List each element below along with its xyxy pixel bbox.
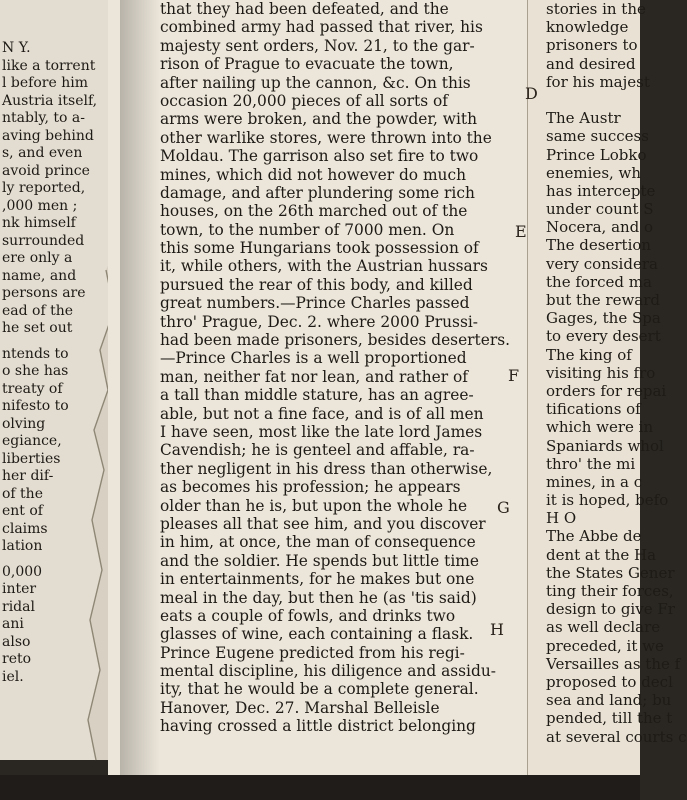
text-line: a tall than middle stature, has an agree- [160,386,474,405]
text-line: Cavendish; he is genteel and affable, ra- [160,441,475,460]
text-line: of the [2,485,43,502]
text-line: her dif- [2,468,54,484]
margin-letter-d: D [525,84,538,103]
text-line: to every desert [546,327,661,346]
text-line: ther negligent in his dress than otherwise, [160,459,493,478]
text-line: ent of [2,503,43,519]
text-line: and desired [546,54,636,73]
text-line: majesty sent orders, Nov. 21, to the gar- [160,36,475,55]
text-line: olving [2,415,46,432]
text-line: able, but not a fine face, and is of all men [160,404,484,423]
text-line: at several courts c [546,727,687,746]
text-line: eats a couple of fowls, and drinks two [160,606,456,625]
text-line: tifications of [546,400,641,419]
text-line: mines, which did not however do much [160,165,466,184]
text-line: Gages, the Spa [546,309,661,328]
text-line: great numbers.—Prince Charles passed [160,294,470,313]
table-edge [0,775,640,800]
text-line: proposed to decl [546,672,673,691]
text-line: preceded, it we [546,636,664,655]
text-line: ly reported, [2,180,86,196]
text-line: has intercepte [546,181,656,200]
text-line: other warlike stores, were thrown into the [160,128,492,147]
text-line: ntends to [2,345,69,362]
margin-letter-g: G [497,498,510,517]
text-line: arms were broken, and the powder, with [160,110,477,129]
text-line: Nocera, and o [546,218,654,237]
text-line: occasion 20,000 pieces of all sorts of [160,91,448,110]
text-line: aving behind [2,127,94,144]
text-line: Prince Lobko [546,145,647,164]
text-line: glasses of wine, each containing a flask. [160,625,474,644]
text-line: houses, on the 26th marched out of the [160,202,468,221]
text-line: this some Hungarians took possession of [160,239,479,258]
text-line: persons are [2,285,86,301]
text-line: The king of [546,345,632,364]
text-line: surrounded [2,232,85,249]
text-line: N Y. [2,40,31,56]
right-column-text [546,0,687,746]
text-line: lation [2,538,43,554]
text-line: thro' Prague, Dec. 2. where 2000 Prussi- [160,312,478,331]
text-line: ntably, to a- [2,110,85,126]
text-line: as becomes his profession; he appears [160,478,461,497]
text-line: s, and even [2,145,83,161]
text-line: ,000 men ; [2,197,78,214]
text-line: having crossed a little district belonging [160,717,476,736]
text-line: had been made prisoners, besides deserters. [160,331,510,350]
text-line: sea and land; bu [546,691,672,710]
text-line: as well declare [546,618,661,637]
text-line: inter [2,581,37,597]
text-line: damage, and after plundering some rich [160,183,475,202]
text-line: and the soldier. He spends but little time [160,551,479,570]
text-line: for his majest [546,72,650,91]
text-line: very considera [546,254,658,273]
text-line: Prince Eugene predicted from his regi- [160,643,465,662]
text-line: after nailing up the cannon, &c. On this [160,73,471,92]
margin-letter-f: F [508,366,520,385]
text-line: man, neither fat nor lean, and rather of [160,367,468,386]
text-line: —Prince Charles is a well proportioned [160,349,467,368]
text-line: ridal [2,598,35,615]
text-line: design to give Fr [546,600,675,619]
text-line: dent at the Ha [546,545,657,564]
text-line [546,91,642,109]
text-line: he set out [2,320,73,336]
text-line: name, and [2,267,77,284]
text-line: also [2,633,31,650]
text-line: o she has [2,363,69,379]
text-line: mental discipline, his diligence and assidu- [160,662,496,681]
column-rule [527,0,528,775]
text-line: knowledge [546,18,629,37]
text-line: ere only a [2,250,73,266]
text-line: orders for repai [546,381,667,400]
text-line: nifesto to [2,398,69,414]
text-line: rison of Prague to evacuate the town, [160,55,454,74]
text-line: nk himself [2,215,76,231]
text-line: meal in the day, but then he (as 'tis said) [160,588,477,607]
text-line: pended, till the t [546,709,673,728]
text-line: ity, that he would be a complete general. [160,680,479,699]
text-line: Hanover, Dec. 27. Marshal Belleisle [160,698,440,717]
text-line: in entertainments, for he makes but one [160,570,475,589]
text-line: same success [546,127,649,146]
text-line: claims [2,520,48,537]
text-line: I have seen, most like the late lord James [160,422,483,441]
margin-letter-h: H [490,620,504,639]
text-line: thro' the mi [546,454,636,473]
text-line: but the reward [546,291,660,309]
text-line: ting their forces, [546,582,674,600]
text-line: older than he is, but upon the whole he [160,496,468,515]
text-line: Versailles as the f [546,654,681,673]
text-line: ead of the [2,302,74,319]
text-line: visiting his fro [546,363,656,382]
text-line: Austria itself, [2,92,98,109]
text-line: Moldau. The garrison also set fire to two [160,147,479,166]
text-line: under count S [546,200,654,219]
text-line: the States Gener [546,563,675,582]
text-line: reto [2,651,32,667]
text-line: l before him [2,75,88,91]
text-line: The Austr [546,109,621,128]
text-line: The desertion [546,236,652,255]
text-line: stories in the [546,0,646,18]
text-line: pursued the rear of this body, and killed [160,275,473,294]
text-line: mines, in a c [546,472,643,491]
text-line: the forced ma [546,272,652,291]
text-line: prisoners to [546,36,638,55]
text-line: combined army had passed that river, his [160,18,483,37]
text-line: The Abbe de [546,527,642,546]
text-line: that they had been defeated, and the [160,0,449,18]
text-line: treaty of [2,380,63,397]
text-line: iel. [2,668,24,685]
text-line: Spaniards whol [546,436,664,455]
text-line: liberties [2,450,61,467]
text-line: in him, at once, the man of consequence [160,533,476,552]
text-line: town, to the number of 7000 men. On [160,220,455,239]
text-line: egiance, [2,433,62,449]
text-line: it, while others, with the Austrian hussars [160,257,488,276]
text-line: ani [2,616,24,632]
text-line: like a torrent [2,57,96,74]
text-line: which were in [546,418,654,437]
binding-shadow [120,0,160,775]
text-line: pleases all that see him, and you discover [160,514,486,533]
text-line: H O [546,509,577,528]
text-line: 0,000 [2,563,43,580]
main-column-text [160,0,520,736]
text-line: enemies, wh [546,163,642,182]
margin-letter-e: E [515,222,527,241]
text-line: it is hoped, befo [546,491,669,510]
text-line: avoid prince [2,162,90,179]
